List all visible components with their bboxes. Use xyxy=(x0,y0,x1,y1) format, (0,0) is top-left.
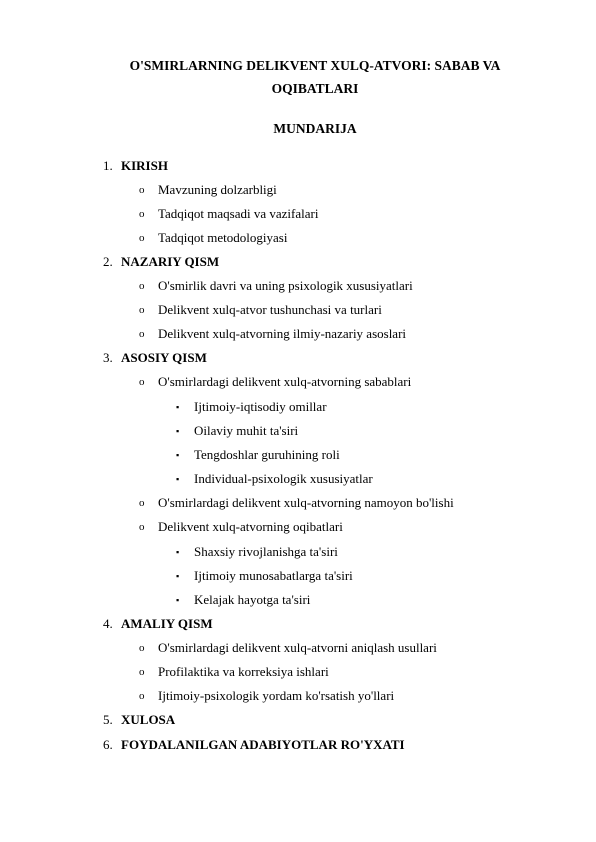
section-number: 5. xyxy=(103,712,113,727)
section-title: AMALIY QISM xyxy=(121,616,213,631)
section-title: NAZARIY QISM xyxy=(121,254,220,269)
document-title-line-2: OQIBATLARI xyxy=(271,81,359,96)
toc-item-label: O'smirlardagi delikvent xulq-atvorning namoyon bo'lishi xyxy=(158,495,454,510)
circle-bullet-icon: o xyxy=(139,232,145,244)
toc-item-label: Delikvent xulq-atvorning oqibatlari xyxy=(158,519,343,534)
section-number: 2. xyxy=(103,254,113,269)
circle-bullet-icon: o xyxy=(139,642,145,654)
section-number: 3. xyxy=(103,350,113,365)
toc-subitem-label: Ijtimoiy munosabatlarga ta'siri xyxy=(194,568,353,583)
section-title: ASOSIY QISM xyxy=(121,350,207,365)
circle-bullet-icon: o xyxy=(139,184,145,196)
section-title: XULOSA xyxy=(121,712,176,727)
toc-item-label: Ijtimoiy-psixologik yordam ko'rsatish yo'llari xyxy=(158,688,395,703)
toc-item-label: Delikvent xulq-atvorning ilmiy-nazariy asoslari xyxy=(158,326,407,341)
toc-subitem-label: Shaxsiy rivojlanishga ta'siri xyxy=(194,544,338,559)
toc-subitem-label: Ijtimoiy-iqtisodiy omillar xyxy=(194,399,327,414)
toc-item-label: O'smirlardagi delikvent xulq-atvorni aniqlash usullari xyxy=(158,640,437,655)
toc-heading: MUNDARIJA xyxy=(273,121,357,136)
circle-bullet-icon: o xyxy=(139,376,145,388)
square-bullet-icon: ▪ xyxy=(176,474,180,484)
toc-item-label: Profilaktika va korreksiya ishlari xyxy=(158,664,329,679)
toc-subitem-label: Individual-psixologik xususiyatlar xyxy=(194,471,373,486)
section-title: FOYDALANILGAN ADABIYOTLAR RO'YXATI xyxy=(121,737,405,752)
toc-subitem-label: Oilaviy muhit ta'siri xyxy=(194,423,299,438)
toc-item-label: O'smirlik davri va uning psixologik xususiyatlari xyxy=(158,278,413,293)
toc-item-label: O'smirlardagi delikvent xulq-atvorning sabablari xyxy=(158,374,412,389)
circle-bullet-icon: o xyxy=(139,666,145,678)
toc-item-label: Delikvent xulq-atvor tushunchasi va turlari xyxy=(158,302,382,317)
section-title: KIRISH xyxy=(121,158,168,173)
circle-bullet-icon: o xyxy=(139,208,145,220)
circle-bullet-icon: o xyxy=(139,690,145,702)
square-bullet-icon: ▪ xyxy=(176,450,180,460)
square-bullet-icon: ▪ xyxy=(176,402,180,412)
section-number: 4. xyxy=(103,616,113,631)
square-bullet-icon: ▪ xyxy=(176,426,180,436)
section-number: 1. xyxy=(103,158,113,173)
square-bullet-icon: ▪ xyxy=(176,595,180,605)
circle-bullet-icon: o xyxy=(139,328,145,340)
toc-subitem-label: Tengdoshlar guruhining roli xyxy=(194,447,340,462)
circle-bullet-icon: o xyxy=(139,497,145,509)
square-bullet-icon: ▪ xyxy=(176,547,180,557)
toc-item-label: Tadqiqot metodologiyasi xyxy=(158,230,288,245)
circle-bullet-icon: o xyxy=(139,521,145,533)
toc-item-label: Tadqiqot maqsadi va vazifalari xyxy=(158,206,319,221)
circle-bullet-icon: o xyxy=(139,304,145,316)
section-number: 6. xyxy=(103,737,113,752)
square-bullet-icon: ▪ xyxy=(176,571,180,581)
circle-bullet-icon: o xyxy=(139,280,145,292)
toc-subitem-label: Kelajak hayotga ta'siri xyxy=(194,592,311,607)
toc-item-label: Mavzuning dolzarbligi xyxy=(158,182,277,197)
document-title-line-1: O'SMIRLARNING DELIKVENT XULQ-ATVORI: SABAB VA xyxy=(129,58,501,73)
